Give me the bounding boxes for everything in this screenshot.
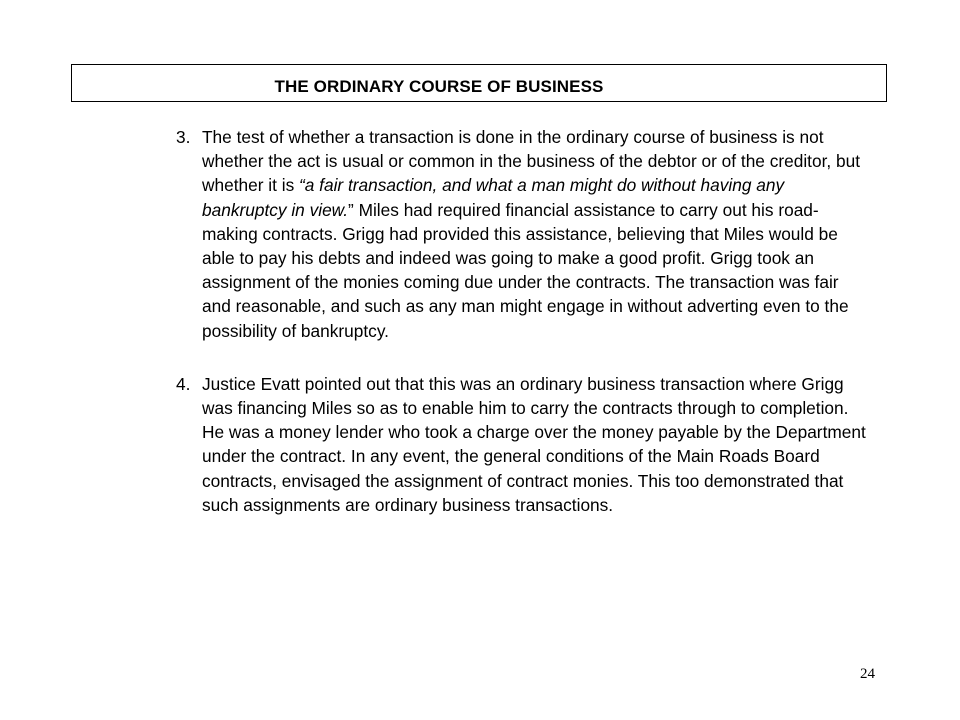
point-number: 3. (176, 127, 191, 147)
slide-title: THE ORDINARY COURSE OF BUSINESS (274, 77, 604, 96)
point-number: 4. (176, 373, 191, 394)
point-4 (176, 372, 896, 517)
point-3 (176, 125, 896, 343)
title-box (71, 64, 887, 102)
page-number: 24 (860, 666, 875, 682)
point-text (202, 125, 870, 343)
point-text: Justice Evatt pointed out that this was an ordinary business transaction where Grigg was financing Miles so as to enable him to carry the contracts through to completion. He was a money lender who took a charge over the money payable by the Department under the contract. In any event, the general conditions of the Main Roads Board contracts, envisaged the assignment of contract monies. This too demonstrated that such assignments are ordinary business transactions. (202, 373, 866, 515)
point-text-end: ” Miles had required financial assistance to carry out his road-making contracts. Grigg had provided this assistance, believing that Miles would be able to pay his debts and indeed was going to make a good profit. Grigg took an assignment of the monies coming due under the contracts. The transaction was fair and reasonable, and such as any man might engage in without adverting even to the possibility of bankruptcy. (202, 199, 849, 341)
point-text-start: The test of whether a transaction is done in the ordinary course of business is not whether the act is usual or common in the business of the debtor or of the creditor, but whether it is (202, 127, 861, 196)
quoted-test: “a fair transaction, and what a man might do without having any bankruptcy in view. (202, 175, 785, 220)
point-list (176, 125, 896, 517)
